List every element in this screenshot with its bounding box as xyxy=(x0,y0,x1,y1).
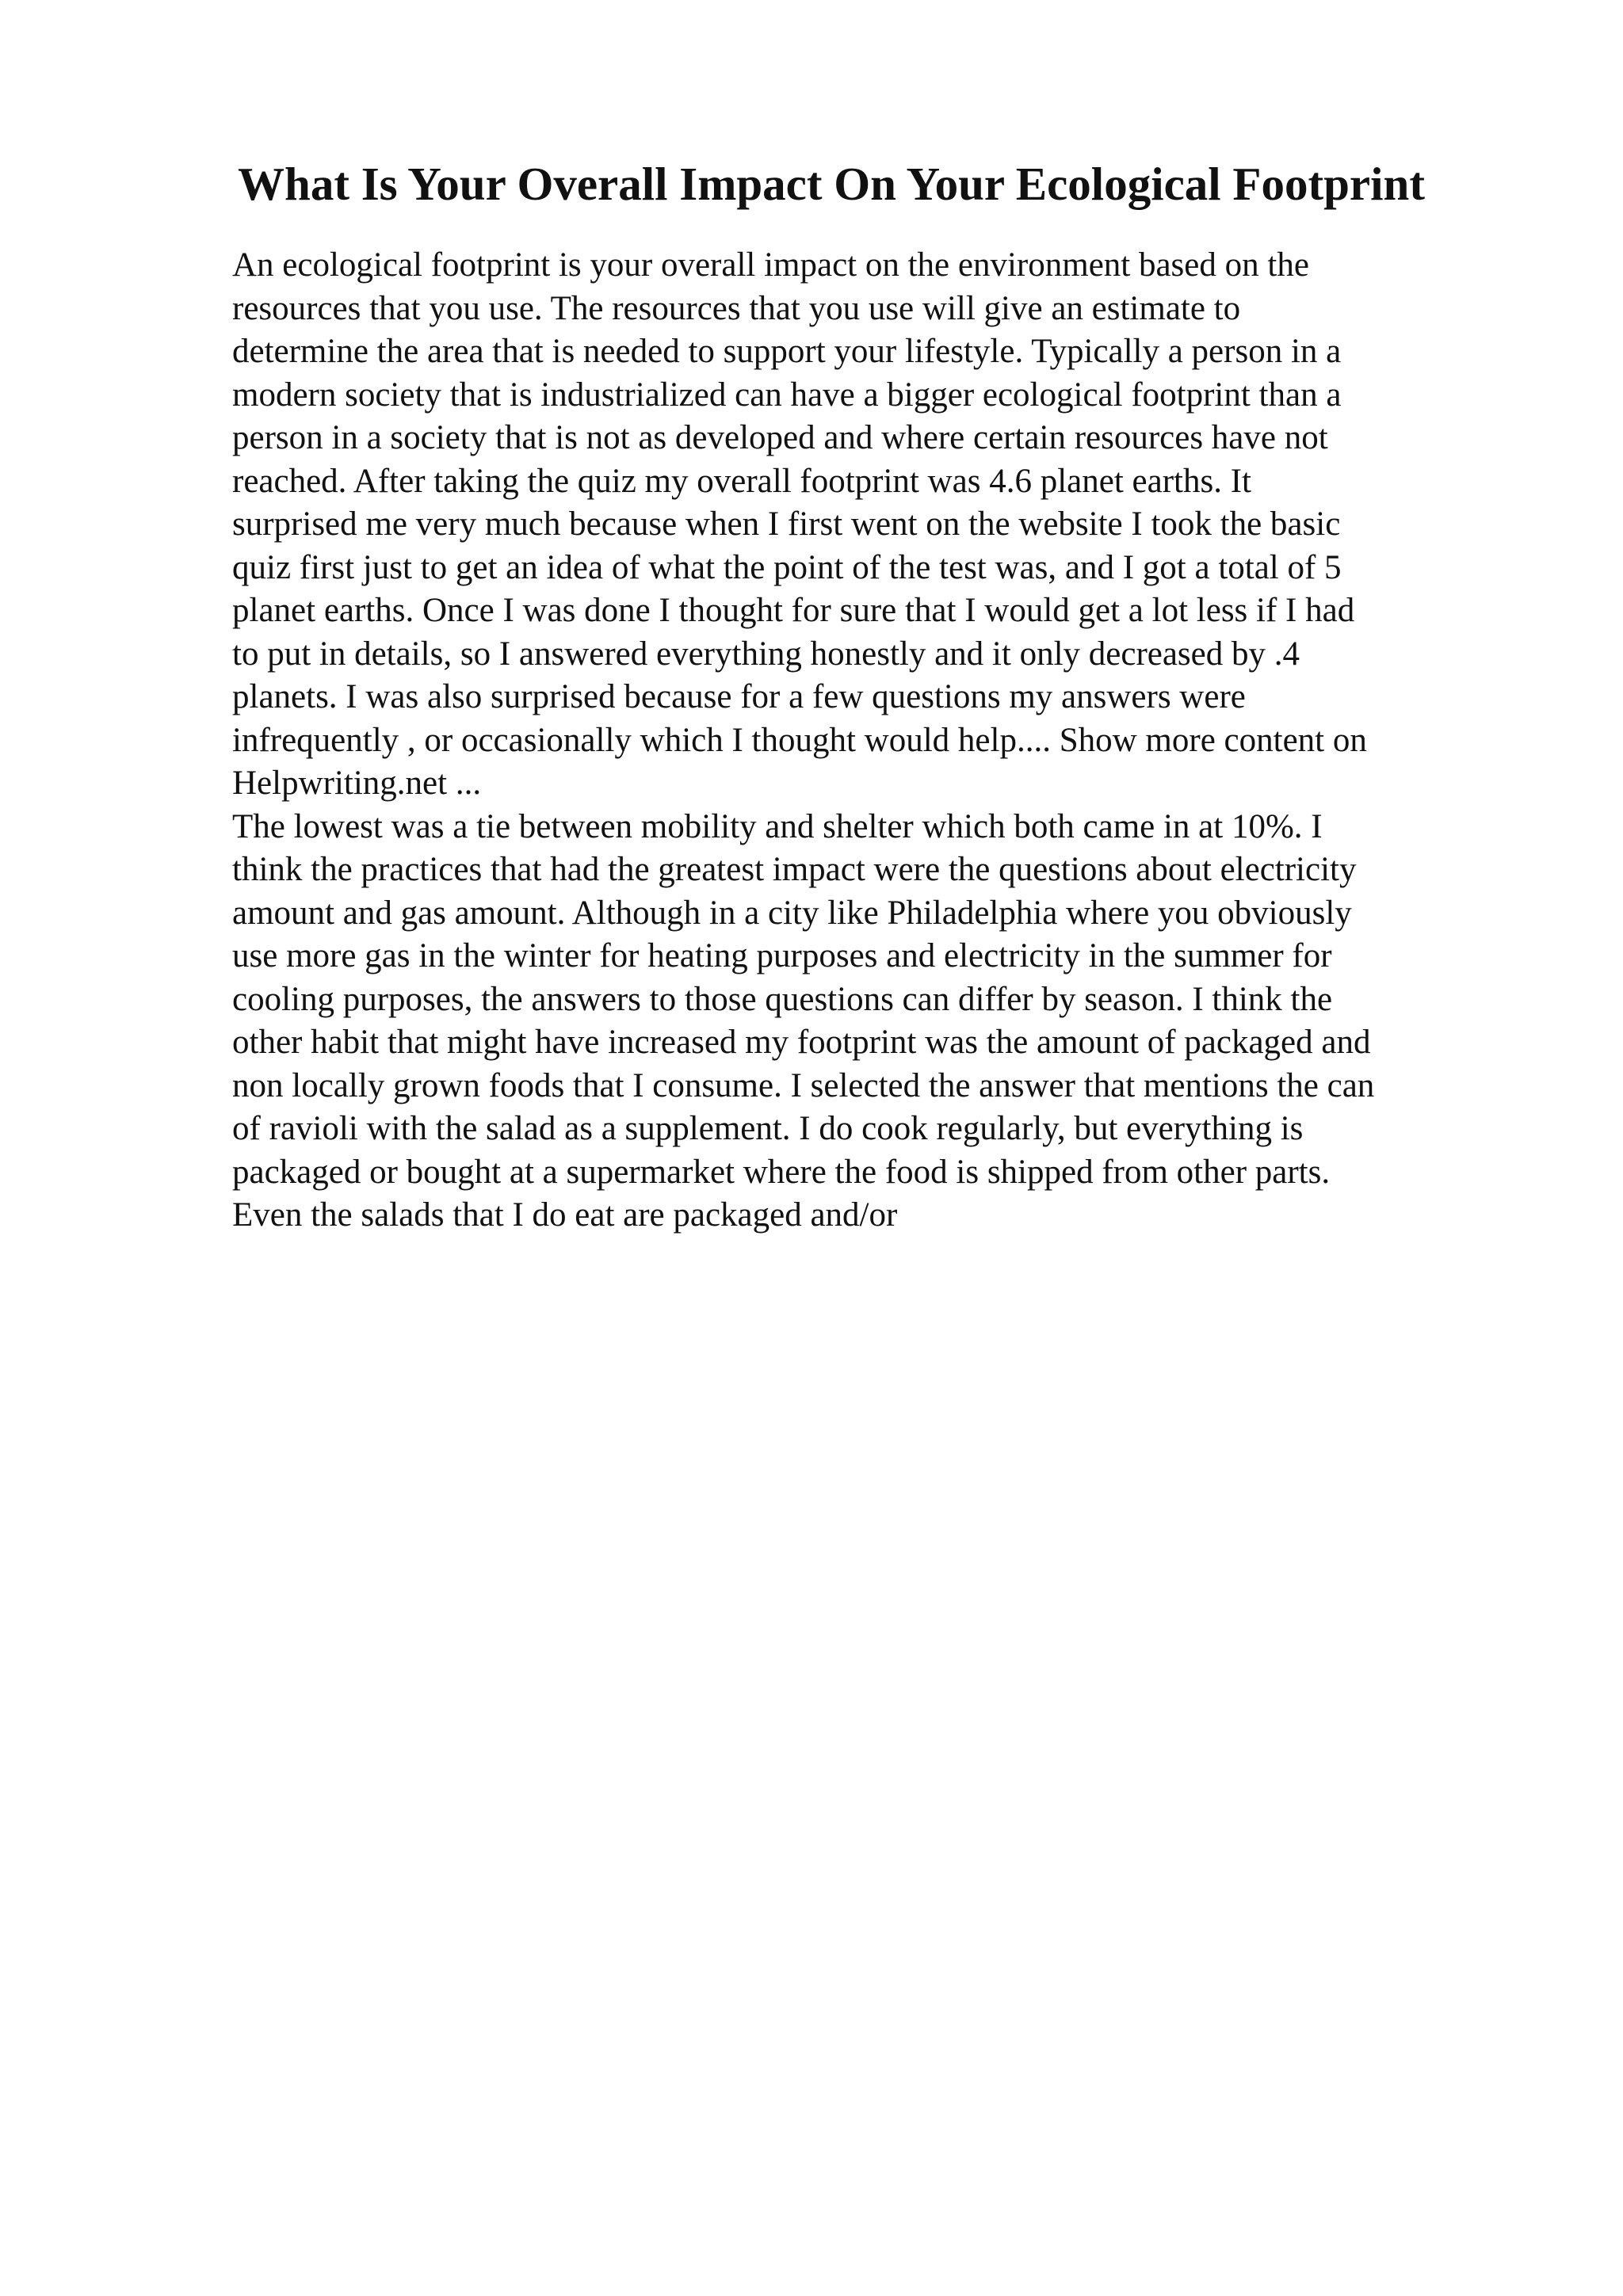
document-body xyxy=(232,244,1484,1238)
page-title: What Is Your Overall Impact On Your Ecological Footprint xyxy=(238,158,1425,210)
paragraph-intro: An ecological footprint is your overall impact on the environment based on the resources that you use. The resources that you use will give an estimate to determine the area that is needed to support your lifestyle. Typically a person in a modern society that is industrialized can have a bigger ecological footprint than a person in a society that is not as developed and where certain resources have not reached. After taking the quiz my overall footprint was 4.6 planet earths. It surprised me very much because when I first went on the website I took the basic quiz first just to get an idea of what the point of the test was, and I got a total of 5 planet earths. Once I was done I thought for sure that I would get a lot less if I had to put in details, so I answered everything honestly and it only decreased by .4 planets. I was also surprised because for a few questions my answers were infrequently , or occasionally which I thought would help.... Show more content on Helpwriting.net ... xyxy=(232,246,1367,802)
paragraph-results: The lowest was a tie between mobility and shelter which both came in at 10%. I think the practices that had the greatest impact were the questions about electricity amount and gas amount. Although in a city like Philadelphia where you obviously use more gas in the winter for heating purposes and electricity in the summer for cooling purposes, the answers to those questions can differ by season. I think the other habit that might have increased my footprint was the amount of packaged and non locally grown foods that I consume. I selected the answer that mentions the can of ravioli with the salad as a supplement. I do cook regularly, but everything is packaged or bought at a supermarket where the food is shipped from other parts. Even the salads that I do eat are packaged and/or xyxy=(232,807,1375,1234)
